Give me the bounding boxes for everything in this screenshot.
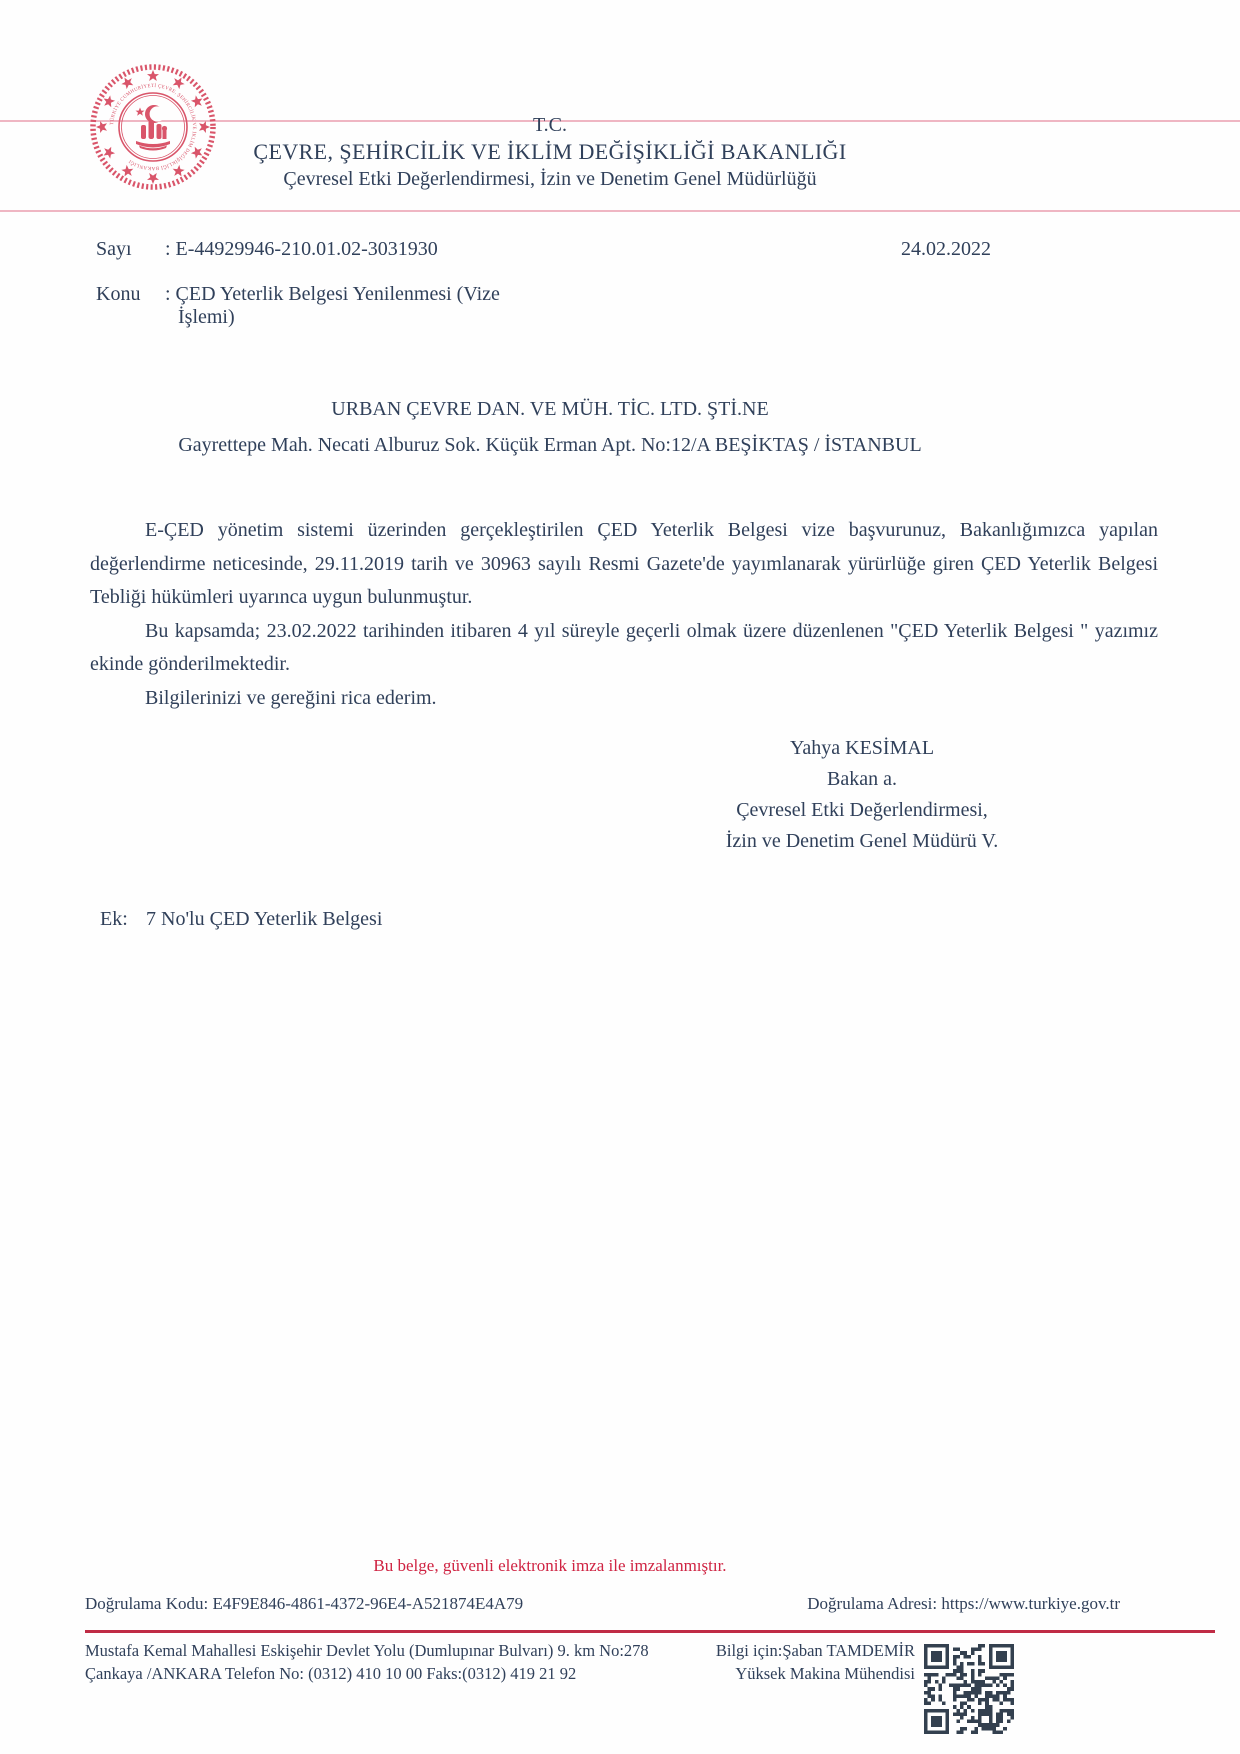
letterhead-tc: T.C. — [532, 114, 568, 136]
footer-address-line2: Çankaya /ANKARA Telefon No: (0312) 410 10 00 Faks:(0312) 419 21 92 — [85, 1664, 577, 1683]
letter-body — [90, 514, 1158, 715]
footer-contact-title: Yüksek Makina Mühendisi — [735, 1664, 915, 1683]
footer-rule — [85, 1630, 1215, 1633]
ref-number-row — [96, 238, 438, 261]
footer-address-block — [85, 1639, 649, 1685]
subject-value-line1: : ÇED Yeterlik Belgesi Yenilenmesi (Vize — [165, 283, 500, 305]
signer-name: Yahya KESİMAL — [789, 737, 935, 759]
body-paragraph-1: E-ÇED yönetim sistemi üzerinden gerçekleştirilen ÇED Yeterlik Belgesi vize başvurunuz, Bakanlığımızca yapılan değerlendirme neticesinde, 29.11.2019 tarih ve 30963 sayılı Resmi Gazete'de yayımlanarak yürürlüğe giren ÇED Yeterlik Belgesi Tebliği hükümleri uyarınca uygun bulunmuştur. — [90, 519, 1158, 608]
footer-address-line1: Mustafa Kemal Mahallesi Eskişehir Devlet Yolu (Dumlupınar Bulvarı) 9. km No:278 — [85, 1641, 649, 1660]
body-paragraph-3: Bilgilerinizi ve gereğini rica ederim. — [145, 686, 437, 709]
header-bottom-rule — [0, 210, 1240, 212]
recipient-name: URBAN ÇEVRE DAN. VE MÜH. TİC. LTD. ŞTİ.NE — [331, 398, 769, 420]
ref-number-label: Sayı — [96, 238, 132, 260]
letterhead-ministry: ÇEVRE, ŞEHİRCİLİK VE İKLİM DEĞİŞİKLİĞİ BAKANLIĞI — [253, 139, 847, 164]
recipient-address: Gayrettepe Mah. Necati Alburuz Sok. Küçük Erman Apt. No:12/A BEŞİKTAŞ / İSTANBUL — [178, 434, 922, 456]
letterhead — [0, 113, 1100, 193]
letterhead-department: Çevresel Etki Değerlendirmesi, İzin ve Denetim Genel Müdürlüğü — [283, 168, 817, 190]
footer-contact-name: Bilgi için:Şaban TAMDEMİR — [715, 1641, 915, 1660]
body-paragraph-2: Bu kapsamda; 23.02.2022 tarihinden itibaren 4 yıl süreyle geçerli olmak üzere düzenlenen "ÇED Yeterlik Belgesi " yazımız ekinde gönderilmektedir. — [90, 619, 1158, 675]
attachment-label: Ek: — [100, 908, 128, 930]
recipient-block — [0, 398, 1100, 457]
attachment-row — [100, 908, 382, 931]
verification-row — [85, 1594, 1120, 1614]
seal-ring-text: TÜRKİYE CUMHURİYETİ ÇEVRE, ŞEHİRCİLİK VE İKLİM DEĞİŞİKLİĞİ BAKANLIĞI — [110, 83, 197, 171]
attachment-value: 7 No'lu ÇED Yeterlik Belgesi — [146, 908, 383, 930]
subject-row — [96, 283, 500, 329]
verification-address: Doğrulama Adresi: https://www.turkiye.gov.tr — [807, 1594, 1120, 1613]
signer-title-2: Çevresel Etki Değerlendirmesi, — [736, 799, 988, 821]
subject-value-line2: İşlemi) — [178, 306, 235, 328]
signer-title-3: İzin ve Denetim Genel Müdürü V. — [725, 830, 999, 852]
signature-block — [612, 733, 1112, 857]
subject-value — [165, 283, 500, 329]
verification-code: Doğrulama Kodu: E4F9E846-4861-4372-96E4-A521874E4A79 — [85, 1594, 524, 1613]
footer-contact-block — [615, 1639, 915, 1685]
signer-title-1: Bakan a. — [827, 768, 897, 790]
esign-notice: Bu belge, güvenli elektronik imza ile imzalanmıştır. — [373, 1556, 727, 1575]
qr-code — [924, 1644, 1014, 1734]
subject-label: Konu — [96, 283, 141, 305]
document-date: 24.02.2022 — [901, 238, 991, 260]
ref-number-value: : E-44929946-210.01.02-3031930 — [165, 238, 438, 260]
